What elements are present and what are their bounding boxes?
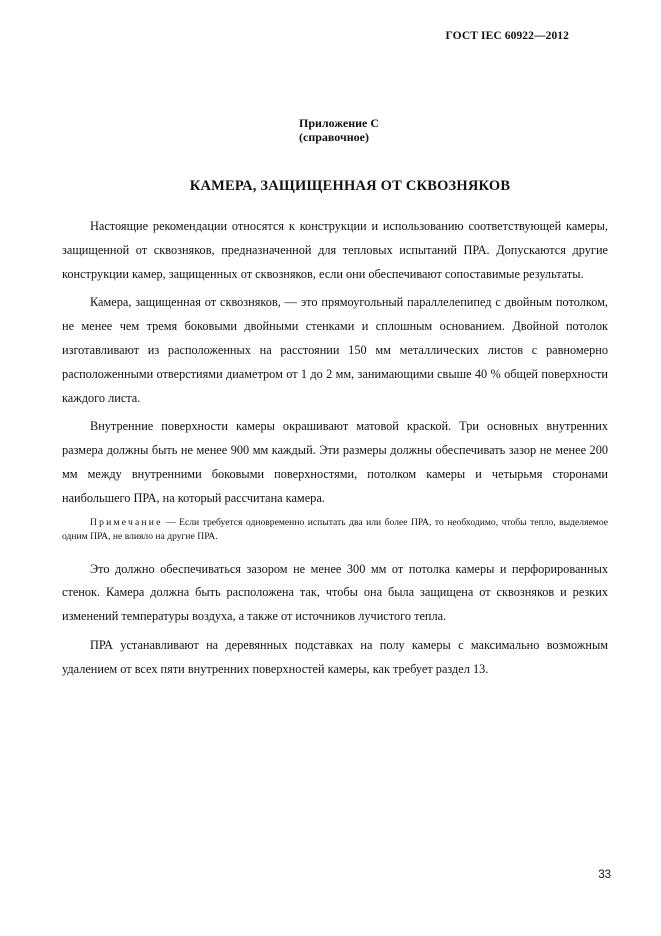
paragraph: Камера, защищенная от сквозняков, — это прямоугольный параллелепипед с двойным потолком, не менее чем тремя боковыми двойными стенками и сплошным основанием. Двойной потолок изготавливают из расположенных на расстоянии 150 мм металлических листов с равномерно расположенными отверстиями диаметром от 1 до 2 мм, занимающими свыше 40 % общей поверхности каждого листа.: [62, 295, 608, 405]
note-label: Примечание: [90, 516, 163, 528]
annex-heading: [299, 116, 379, 144]
paragraph: Внутренние поверхности камеры окрашивают матовой краской. Три основных внутренних размера должны быть не менее 900 мм каждый. Эти размеры должны обеспечивать зазор не менее 200 мм между внутренними боковыми поверхностями, потолком камеры и четырьмя сторонами наибольшего ПРА, на который рассчитана камера.: [62, 419, 608, 505]
paragraph: ПРА устанавливают на деревянных подставках на полу камеры с максимально возможным удалением от всех пяти внутренних поверхностей камеры, как требует раздел 13.: [62, 637, 608, 676]
document-header: ГОСТ IEC 60922—2012: [445, 30, 569, 42]
paragraph: Настоящие рекомендации относятся к конструкции и использованию соответствующей камеры, защищенной от сквозняков, предназначенной для тепловых испытаний ПРА. Допускаются другие конструкции камер, защищенных от сквозняков, если они обеспечивают сопоставимые результаты.: [62, 219, 608, 281]
document-body: [62, 215, 608, 687]
page-number: 33: [598, 869, 611, 881]
annex-type: (справочное): [299, 130, 370, 144]
note: [62, 516, 608, 544]
note-text: — Если требуется одновременно испытать два или более ПРА, то необходимо, чтобы тепло, выделяемое одним ПРА, не влияло на другие ПРА.: [62, 516, 608, 542]
paragraph: Это должно обеспечиваться зазором не менее 300 мм от потолка камеры и перфорированных стенок. Камера должна быть расположена так, чтобы она была защищена от сквозняков и резких изменений температуры воздуха, а также от источников лучистого тепла.: [62, 561, 608, 624]
page-title: КАМЕРА, ЗАЩИЩЕННАЯ ОТ СКВОЗНЯКОВ: [189, 178, 511, 194]
annex-label: Приложение С: [299, 116, 380, 130]
